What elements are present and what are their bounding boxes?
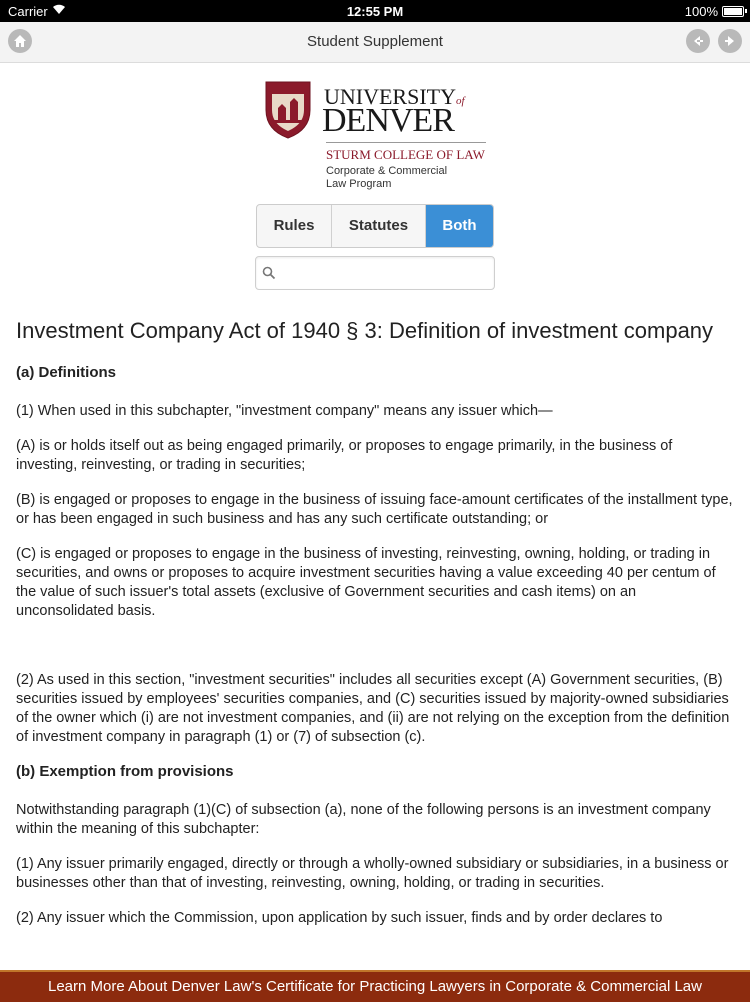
status-bar: [0, 0, 750, 22]
clock: 12:55 PM: [346, 4, 404, 19]
spacer: [16, 637, 736, 671]
search-icon: [262, 266, 276, 280]
article-title: Investment Company Act of 1940 § 3: Definition of investment company: [16, 318, 714, 343]
logo-of: of: [456, 95, 465, 107]
search-input[interactable]: [282, 261, 490, 285]
nav-bar: [0, 22, 750, 63]
paragraph: (2) As used in this section, "investment securities" includes all securities except (A) Government securities, (B) securities issued by employees' securities companies, and (C) securities issued by majority-owned subsidiaries of the owner which (i) are not investment companies, and (ii) are not relying on the exception from the definition of investment company in paragraph (1) or (7) of subsection (c).: [16, 672, 730, 745]
paragraph: (A) is or holds itself out as being engaged primarily, or proposes to engage primarily, in the business of investing, reinvesting, or trading in securities;: [16, 438, 673, 473]
logo-program-line1: Corporate & Commercial: [326, 165, 448, 177]
university-logo: [264, 80, 494, 192]
arrow-right-icon[interactable]: [718, 29, 742, 53]
paragraph: (C) is engaged or proposes to engage in the business of investing, reinvesting, owning, holding, or trading in securities, and owns or proposes to acquire investment securities having a value exceeding 40 per centum of the value of such issuer's total assets (exclusive of Government securities and cash items) on an unconsolidated basis.: [16, 546, 716, 619]
arrow-left-icon[interactable]: [686, 29, 710, 53]
logo-divider: [326, 142, 486, 143]
segment-statutes[interactable]: Statutes: [332, 205, 426, 247]
section-heading: (b) Exemption from provisions: [16, 763, 234, 780]
logo-denver: DENVER: [322, 102, 454, 139]
source-filter-segmented: [256, 204, 494, 248]
paragraph: (B) is engaged or proposes to engage in the business of issuing face-amount certificates of the installment type, or has been engaged in such business and has any such certificate outstanding; or: [16, 492, 733, 527]
paragraph: Notwithstanding paragraph (1)(C) of subsection (a), none of the following persons is an investment company within the meaning of this subchapter:: [16, 802, 711, 837]
battery-tip: [745, 9, 747, 13]
logo-college: STURM COLLEGE OF LAW: [326, 147, 485, 162]
paragraph: (1) When used in this subchapter, "investment company" means any issuer which—: [16, 403, 553, 419]
battery-percent: 100%: [684, 4, 718, 19]
battery-icon: [722, 6, 744, 17]
logo-university: UNIVERSITYof: [324, 84, 465, 109]
logo-program: [326, 165, 447, 191]
carrier-label: Carrier: [8, 4, 48, 19]
segment-rules[interactable]: Rules: [257, 205, 332, 247]
section-heading: (a) Definitions: [16, 364, 116, 381]
seal-icon: [264, 80, 312, 140]
paragraph: (2) Any issuer which the Commission, upon application by such issuer, finds and by order declares to: [16, 910, 663, 926]
paragraph: (1) Any issuer primarily engaged, directly or through a wholly-owned subsidiary or subsidiaries, in a business or businesses other than that of investing, reinvesting, owning, holding, or trading in securities.: [16, 856, 729, 891]
logo-program-line2: Law Program: [326, 178, 392, 190]
nav-title: Student Supplement: [307, 33, 443, 50]
segment-both[interactable]: Both: [426, 205, 493, 247]
article: [16, 316, 736, 944]
search-box: [255, 256, 495, 290]
certificate-banner-link[interactable]: Learn More About Denver Law's Certificate for Practicing Lawyers in Corporate & Commercial Law: [0, 970, 750, 1002]
